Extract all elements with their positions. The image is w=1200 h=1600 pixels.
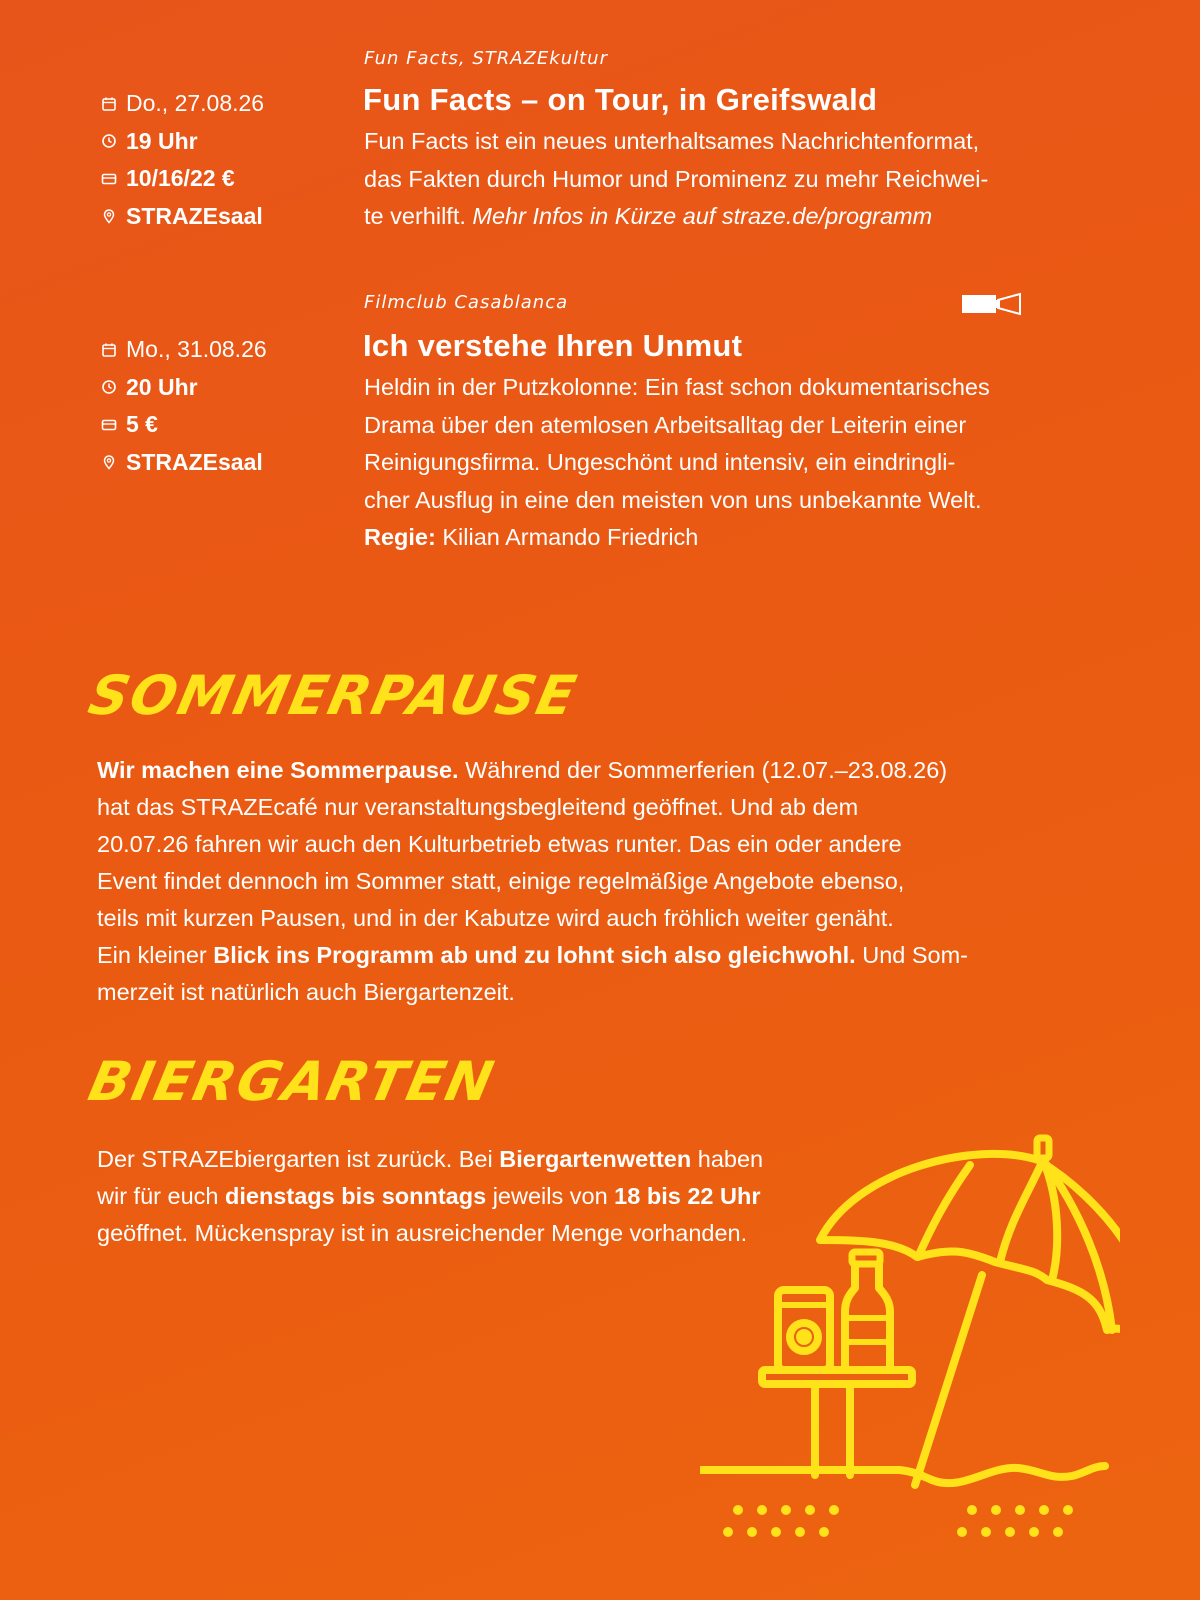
event-description: Fun Facts ist ein neues unterhaltsames Nachrichtenformat, das Fakten durch Humor und Prominenz zu mehr Reichwei- te verhilft. Mehr Infos in Kürze auf straze.de/programm <box>364 128 989 229</box>
calendar-icon <box>100 341 118 359</box>
location-pin-icon <box>100 453 118 471</box>
event-time: 20 Uhr <box>100 369 267 407</box>
section-title-sommerpause: SOMMERPAUSE <box>83 664 584 727</box>
event-meta <box>100 85 264 235</box>
event-series: Filmclub Casablanca <box>364 292 569 313</box>
biergarten-text: Der STRAZEbiergarten ist zurück. Bei Biergartenwetten haben wir für euch dienstags bis sonntags jeweils von 18 bis 22 Uhr geöffnet. Mückenspray ist in ausreichender Menge vorhanden. <box>97 1146 764 1246</box>
event-description: Heldin in der Putzkolonne: Ein fast schon dokumentarisches Drama über den atemlosen Arbeitsalltag der Leiterin einer Reinigungsfirma. Ungeschönt und intensiv, ein eindringli- cher Ausflug in eine den meisten von uns unbekannte Welt. Regie: Kilian Armando Friedrich <box>364 369 1064 557</box>
location-pin-icon <box>100 207 118 225</box>
clock-icon <box>100 378 118 396</box>
event-director: Regie: Kilian Armando Friedrich <box>364 524 699 550</box>
ticket-icon <box>100 170 118 188</box>
event-location: STRAZEsaal <box>100 444 267 482</box>
event-title: Fun Facts – on Tour, in Greifswald <box>363 82 878 117</box>
event-title: Ich verstehe Ihren Unmut <box>363 328 743 363</box>
event-location: STRAZEsaal <box>100 198 264 236</box>
event-price: 5 € <box>100 406 267 444</box>
sommerpause-text: Wir machen eine Sommerpause. Während der Sommerferien (12.07.–23.08.26) hat das STRAZEcafé nur veranstaltungsbegleitend geöffnet. Und ab dem 20.07.26 fahren wir auch den Kulturbetrieb etwas runter. Das ein oder andere Event findet dennoch im Sommer statt, einige regelmäßige Angebote ebenso, teils mit kurzen Pausen, und in der Kabutze wird auch fröhlich weiter genäht. Ein kleiner Blick ins Programm ab und zu lohnt sich also gleichwohl. Und Som- merzeit ist natürlich auch Biergartenzeit. <box>97 757 969 1005</box>
event-date: Mo., 31.08.26 <box>100 331 267 369</box>
calendar-icon <box>100 95 118 113</box>
event-meta <box>100 331 267 481</box>
section-title-biergarten: BIERGARTEN <box>83 1050 501 1113</box>
event-time: 19 Uhr <box>100 123 264 161</box>
more-info-link[interactable]: Mehr Infos in Kürze auf straze.de/programm <box>472 203 933 229</box>
event-series: Fun Facts, STRAZEkultur <box>364 48 608 69</box>
film-camera-icon <box>962 292 1022 321</box>
event-price: 10/16/22 € <box>100 160 264 198</box>
clock-icon <box>100 132 118 150</box>
beach-umbrella-drinks-illustration <box>700 1130 1120 1565</box>
event-date: Do., 27.08.26 <box>100 85 264 123</box>
ticket-icon <box>100 416 118 434</box>
